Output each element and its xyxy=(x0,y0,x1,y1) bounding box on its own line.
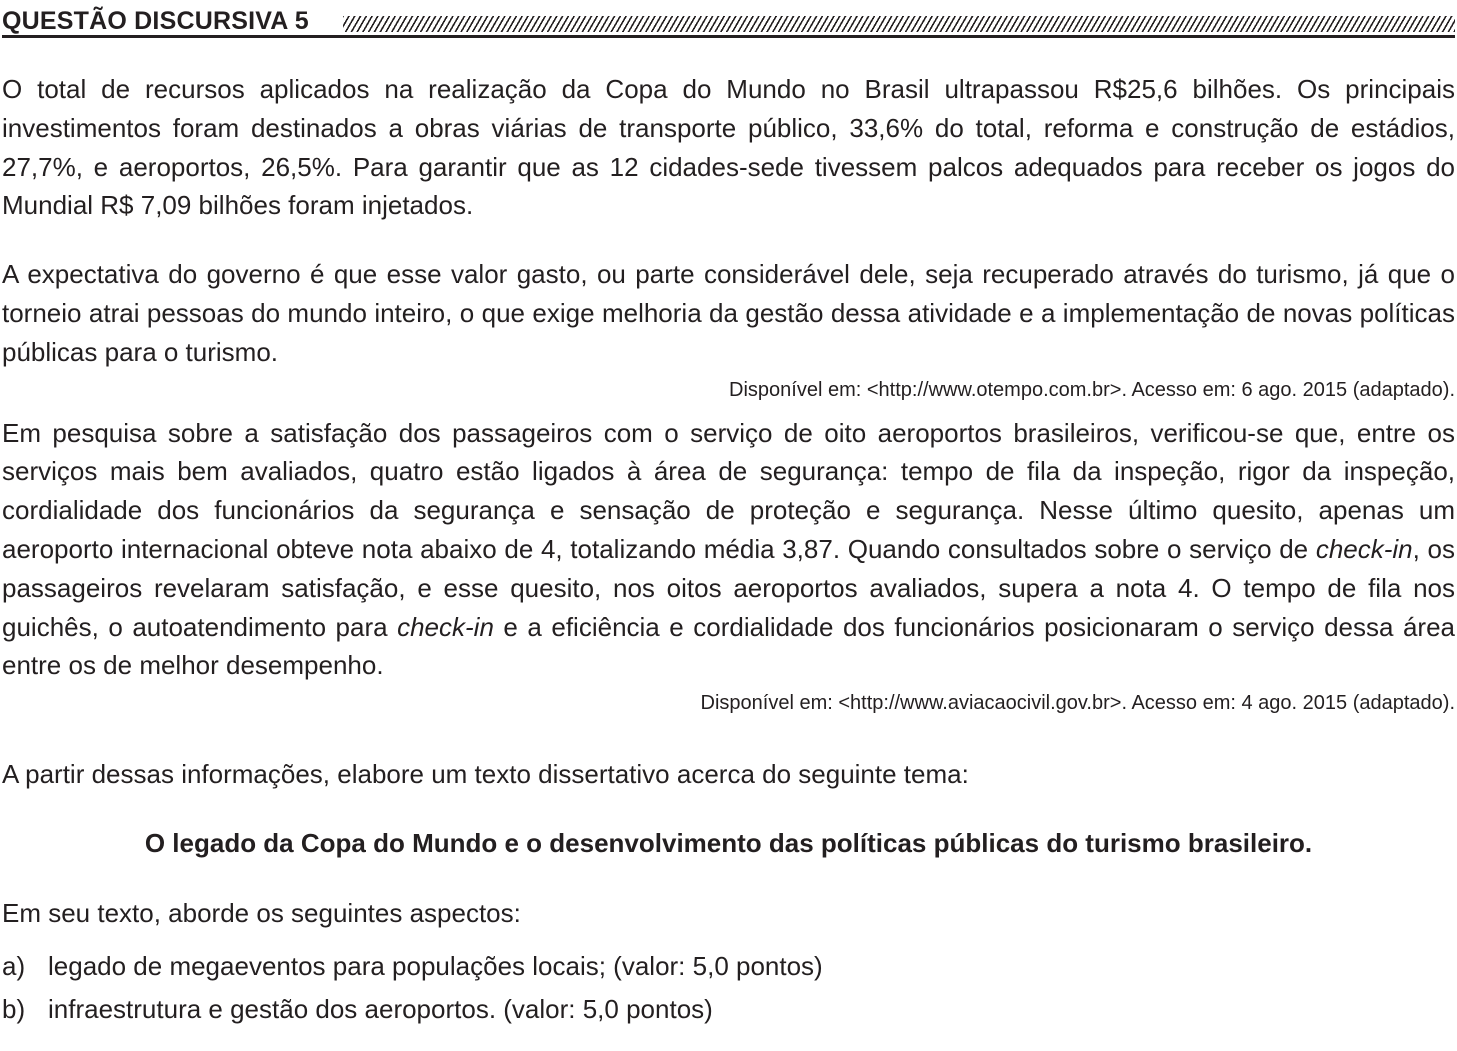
text1-source: Disponível em: <http://www.otempo.com.br>. Acesso em: 6 ago. 2015 (adaptado). xyxy=(729,378,1455,401)
text1-paragraph-1: O total de recursos aplicados na realização da Copa do Mundo no Brasil ultrapassou R$25,6 bilhões. Os principais investimentos foram destinados a obras viárias de transporte público, 33,6% do total, reforma e construção de estádios, 27,7%, e aeroportos, 26,5%. Para garantir que as 12 cidades-sede tivessem palcos adequados para receber os jogos do Mundial R$ 7,09 bilhões foram injetados. xyxy=(2,74,1455,221)
aspect-letter: b) xyxy=(2,993,26,1024)
text2-segment-2: , os passageiros revelaram satisfação, e esse quesito, nos oitos aeroportos avaliados, supera a nota 4. O tempo de fila nos guichês, o autoatendimento para xyxy=(2,533,1455,642)
text2-term-checkin-2: check-in xyxy=(397,611,494,642)
aspect-letter: a) xyxy=(2,950,26,981)
text2-segment-1: Em pesquisa sobre a satisfação dos passageiros com o serviço de oito aeroportos brasileiros, verificou-se que, entre os serviços mais bem avaliados, quatro estão ligados à área de segurança: tempo de fila da inspeção, rigor da inspeção, cordialidade dos funcionários da segurança e sensação de proteção e segurança. Nesse último quesito, apenas um aeroporto internacional obteve nota abaixo de 4, totalizando média 3,87. Quando consultados sobre o serviço de xyxy=(2,417,1455,564)
aspects-intro: Em seu texto, aborde os seguintes aspectos: xyxy=(2,897,521,928)
instruction-text: A partir dessas informações, elabore um texto dissertativo acerca do seguinte tema: xyxy=(2,759,969,790)
text2-term-checkin-1: check-in xyxy=(1315,533,1413,564)
header-divider xyxy=(2,35,1455,38)
text2-source: Disponível em: <http://www.aviacaocivil.gov.br>. Acesso em: 4 ago. 2015 (adaptado). xyxy=(700,692,1455,715)
question-header xyxy=(2,0,1455,38)
aspect-item-a xyxy=(2,945,1455,988)
text2-segment-3: e a eficiência e cordialidade dos funcionários posicionaram o serviço dessa área entre os de melhor desempenho. xyxy=(2,611,1456,681)
aspect-text: infraestrutura e gestão dos aeroportos. (valor: 5,0 pontos) xyxy=(48,993,713,1024)
question-title: QUESTÃO DISCURSIVA 5 xyxy=(2,7,309,35)
aspect-text: legado de megaeventos para populações locais; (valor: 5,0 pontos) xyxy=(48,950,823,981)
text1-paragraph-2: A expectativa do governo é que esse valor gasto, ou parte considerável dele, seja recuperado através do turismo, já que o torneio atrai pessoas do mundo inteiro, o que exige melhoria da gestão dessa atividade e a implementação de novas políticas públicas para o turismo. xyxy=(2,259,1455,367)
header-hatch-decoration xyxy=(343,16,1455,32)
aspect-item-b xyxy=(2,988,1455,1031)
text2-paragraph xyxy=(2,414,1455,686)
aspects-list xyxy=(2,945,1455,1031)
essay-theme: O legado da Copa do Mundo e o desenvolvimento das políticas públicas do turismo brasileiro. xyxy=(144,827,1313,858)
